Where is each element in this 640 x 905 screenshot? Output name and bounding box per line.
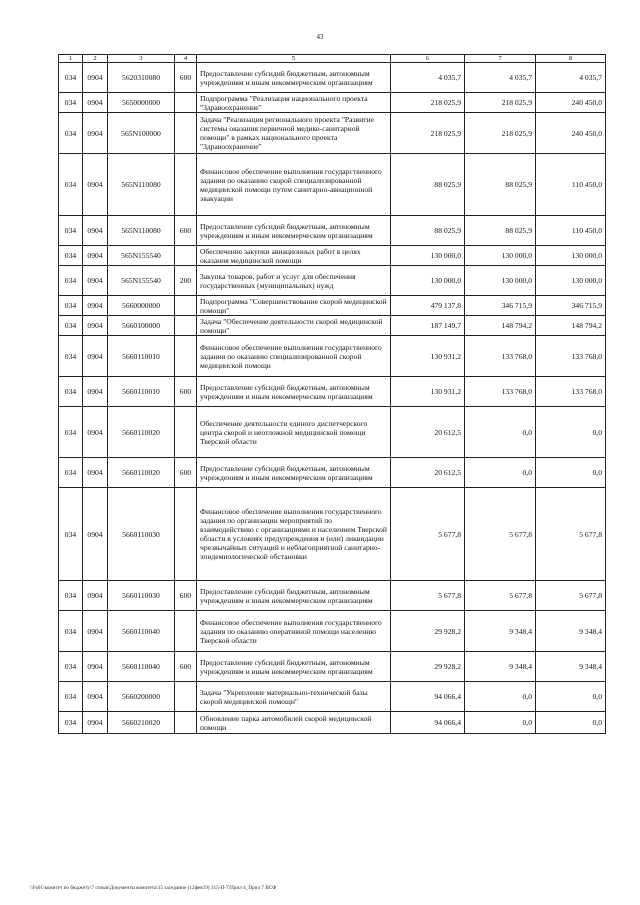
table-row	[59, 216, 606, 246]
table-row	[59, 113, 606, 154]
expense-type-cell	[175, 93, 197, 113]
expense-type-cell: 600	[175, 63, 197, 93]
section-code-cell: 0904	[83, 113, 108, 154]
amount-col6-cell: 130 000,0	[391, 266, 465, 296]
target-article-cell: 565N155540	[108, 266, 175, 296]
section-code-cell: 0904	[83, 712, 108, 734]
amount-col6-cell: 29 928,2	[391, 652, 465, 682]
expense-type-cell	[175, 246, 197, 266]
target-article-cell: 5660110020	[108, 407, 175, 458]
expense-type-cell	[175, 113, 197, 154]
expense-type-cell: 600	[175, 377, 197, 407]
amount-col6-cell: 130 931,2	[391, 377, 465, 407]
amount-col7-cell: 148 794,2	[465, 316, 536, 336]
amount-col7-cell: 9 348,4	[465, 652, 536, 682]
description-cell: Закупка товаров, работ и услуг для обеспечения государственных (муниципальных) нужд	[197, 266, 391, 296]
description-cell: Подпрограмма "Совершенствование скорой медицинской помощи"	[197, 296, 391, 316]
expense-type-cell	[175, 488, 197, 581]
amount-col7-cell: 130 000,0	[465, 266, 536, 296]
admin-code-cell: 034	[59, 682, 83, 712]
target-article-cell: 5660110030	[108, 581, 175, 611]
column-header-2: 2	[83, 55, 108, 63]
admin-code-cell: 034	[59, 712, 83, 734]
amount-col8-cell: 5 677,8	[536, 581, 606, 611]
amount-col8-cell: 5 677,8	[536, 488, 606, 581]
amount-col8-cell: 0,0	[536, 407, 606, 458]
description-cell: Предоставление субсидий бюджетным, автономным учреждениям и иным некоммерческим организациям	[197, 581, 391, 611]
amount-col8-cell: 110 450,0	[536, 216, 606, 246]
admin-code-cell: 034	[59, 652, 83, 682]
amount-col7-cell: 218 025,9	[465, 93, 536, 113]
table-row	[59, 712, 606, 734]
amount-col7-cell: 0,0	[465, 682, 536, 712]
table-row	[59, 246, 606, 266]
section-code-cell: 0904	[83, 407, 108, 458]
section-code-cell: 0904	[83, 458, 108, 488]
admin-code-cell: 034	[59, 93, 83, 113]
section-code-cell: 0904	[83, 336, 108, 377]
amount-col7-cell: 5 677,8	[465, 581, 536, 611]
amount-col7-cell: 88 025,9	[465, 154, 536, 216]
description-cell: Финансовое обеспечение выполнения государственного задания по оказанию скорой специализированной медицинской помощи путем санитарно-авиационной эвакуации	[197, 154, 391, 216]
target-article-cell: 5660110040	[108, 652, 175, 682]
amount-col6-cell: 187 149,7	[391, 316, 465, 336]
amount-col6-cell: 88 025,9	[391, 216, 465, 246]
section-code-cell: 0904	[83, 266, 108, 296]
amount-col6-cell: 479 137,8	[391, 296, 465, 316]
description-cell: Обеспечение закупки авиационных работ в целях оказания медицинской помощи	[197, 246, 391, 266]
description-cell: Финансовое обеспечение выполнения государственного задания по оказанию оперативной помощи населению Тверской области	[197, 611, 391, 652]
target-article-cell: 565N155540	[108, 246, 175, 266]
description-cell: Финансовое обеспечение выполнения государственного задания по оказанию специализированной скорой медицинской помощи	[197, 336, 391, 377]
amount-col8-cell: 0,0	[536, 712, 606, 734]
description-cell: Предоставление субсидий бюджетным, автономным учреждениям и иным некоммерческим организациям	[197, 652, 391, 682]
target-article-cell: 565N110080	[108, 154, 175, 216]
expense-type-cell: 600	[175, 216, 197, 246]
column-header-6: 6	[391, 55, 465, 63]
amount-col8-cell: 240 450,0	[536, 93, 606, 113]
section-code-cell: 0904	[83, 488, 108, 581]
amount-col8-cell: 4 035,7	[536, 63, 606, 93]
amount-col8-cell: 133 768,0	[536, 336, 606, 377]
amount-col7-cell: 5 677,8	[465, 488, 536, 581]
amount-col7-cell: 88 025,9	[465, 216, 536, 246]
table-row	[59, 488, 606, 581]
amount-col8-cell: 0,0	[536, 682, 606, 712]
section-code-cell: 0904	[83, 296, 108, 316]
target-article-cell: 5660100000	[108, 316, 175, 336]
section-code-cell: 0904	[83, 63, 108, 93]
table-row	[59, 458, 606, 488]
admin-code-cell: 034	[59, 113, 83, 154]
expense-type-cell	[175, 611, 197, 652]
table-row	[59, 154, 606, 216]
amount-col8-cell: 346 715,9	[536, 296, 606, 316]
admin-code-cell: 034	[59, 377, 83, 407]
table-row	[59, 63, 606, 93]
admin-code-cell: 034	[59, 488, 83, 581]
admin-code-cell: 034	[59, 336, 83, 377]
amount-col7-cell: 0,0	[465, 712, 536, 734]
admin-code-cell: 034	[59, 611, 83, 652]
budget-table	[58, 54, 606, 734]
column-header-7: 7	[465, 55, 536, 63]
expense-type-cell	[175, 336, 197, 377]
description-cell: Подпрограмма "Реализация национального проекта "Здравоохранение"	[197, 93, 391, 113]
amount-col8-cell: 0,0	[536, 458, 606, 488]
admin-code-cell: 034	[59, 316, 83, 336]
expense-type-cell	[175, 316, 197, 336]
header-row	[59, 55, 606, 63]
amount-col7-cell: 133 768,0	[465, 336, 536, 377]
table-row	[59, 682, 606, 712]
amount-col6-cell: 29 928,2	[391, 611, 465, 652]
column-header-1: 1	[59, 55, 83, 63]
description-cell: Задача "Реализация регионального проекта "Развитие системы оказания первичной медико-санитарной помощи" в рамках национального проекта "Здравоохранение"	[197, 113, 391, 154]
admin-code-cell: 034	[59, 216, 83, 246]
amount-col6-cell: 5 677,8	[391, 581, 465, 611]
description-cell: Предоставление субсидий бюджетным, автономным учреждениям и иным некоммерческим организациям	[197, 377, 391, 407]
page-number: 43	[316, 33, 324, 41]
amount-col6-cell: 88 025,9	[391, 154, 465, 216]
amount-col6-cell: 20 612,5	[391, 407, 465, 458]
target-article-cell: 5660210020	[108, 712, 175, 734]
target-article-cell: 5660110010	[108, 336, 175, 377]
table-row	[59, 336, 606, 377]
section-code-cell: 0904	[83, 652, 108, 682]
footer-path: \\Fs01\комитет по бюджету\7 созыв\Документы комитета\15 заседание (12фев19) 315-П-7\Прил 4_Прил 7 ВСФ	[30, 886, 277, 891]
amount-col8-cell: 130 000,0	[536, 266, 606, 296]
amount-col8-cell: 9 348,4	[536, 611, 606, 652]
amount-col8-cell: 133 768,0	[536, 377, 606, 407]
admin-code-cell: 034	[59, 407, 83, 458]
amount-col6-cell: 130 000,0	[391, 246, 465, 266]
section-code-cell: 0904	[83, 377, 108, 407]
amount-col6-cell: 94 066,4	[391, 712, 465, 734]
amount-col6-cell: 5 677,8	[391, 488, 465, 581]
admin-code-cell: 034	[59, 458, 83, 488]
amount-col6-cell: 4 035,7	[391, 63, 465, 93]
table-row	[59, 611, 606, 652]
amount-col7-cell: 9 348,4	[465, 611, 536, 652]
admin-code-cell: 034	[59, 296, 83, 316]
amount-col7-cell: 133 768,0	[465, 377, 536, 407]
expense-type-cell: 200	[175, 266, 197, 296]
table-row	[59, 316, 606, 336]
table-row	[59, 407, 606, 458]
table-row	[59, 93, 606, 113]
column-header-3: 3	[108, 55, 175, 63]
target-article-cell: 5660110010	[108, 377, 175, 407]
description-cell: Предоставление субсидий бюджетным, автономным учреждениям и иным некоммерческим организациям	[197, 63, 391, 93]
expense-type-cell	[175, 682, 197, 712]
section-code-cell: 0904	[83, 154, 108, 216]
description-cell: Задача "Укрепление материально-технической базы скорой медицинской помощи"	[197, 682, 391, 712]
admin-code-cell: 034	[59, 154, 83, 216]
description-cell: Финансовое обеспечение выполнения государственного задания по организации мероприятий по взаимодействию с организациями и населением Тверской области в условиях предупреждения и (или) ликвидации чрезвычайных ситуаций и неблагоприятной санитарно-эпидемиологической обстановки	[197, 488, 391, 581]
target-article-cell: 565N110080	[108, 216, 175, 246]
target-article-cell: 5660110020	[108, 458, 175, 488]
amount-col6-cell: 94 066,4	[391, 682, 465, 712]
target-article-cell: 5660200000	[108, 682, 175, 712]
target-article-cell: 5660110030	[108, 488, 175, 581]
expense-type-cell: 600	[175, 458, 197, 488]
expense-type-cell	[175, 154, 197, 216]
table-row	[59, 377, 606, 407]
column-header-5: 5	[197, 55, 391, 63]
section-code-cell: 0904	[83, 316, 108, 336]
description-cell: Предоставление субсидий бюджетным, автономным учреждениям и иным некоммерческим организациям	[197, 216, 391, 246]
section-code-cell: 0904	[83, 611, 108, 652]
section-code-cell: 0904	[83, 246, 108, 266]
amount-col6-cell: 20 612,5	[391, 458, 465, 488]
amount-col7-cell: 0,0	[465, 458, 536, 488]
section-code-cell: 0904	[83, 216, 108, 246]
amount-col7-cell: 218 025,9	[465, 113, 536, 154]
target-article-cell: 5650000000	[108, 93, 175, 113]
admin-code-cell: 034	[59, 581, 83, 611]
column-header-8: 8	[536, 55, 606, 63]
amount-col8-cell: 148 794,2	[536, 316, 606, 336]
amount-col8-cell: 9 348,4	[536, 652, 606, 682]
expense-type-cell: 600	[175, 581, 197, 611]
amount-col7-cell: 130 000,0	[465, 246, 536, 266]
description-cell: Задача "Обеспечение деятельности скорой медицинской помощи"	[197, 316, 391, 336]
target-article-cell: 565N100000	[108, 113, 175, 154]
expense-type-cell	[175, 712, 197, 734]
amount-col6-cell: 218 025,9	[391, 113, 465, 154]
amount-col7-cell: 346 715,9	[465, 296, 536, 316]
description-cell: Предоставление субсидий бюджетным, автономным учреждениям и иным некоммерческим организациям	[197, 458, 391, 488]
table-row	[59, 581, 606, 611]
table-row	[59, 266, 606, 296]
section-code-cell: 0904	[83, 682, 108, 712]
description-cell: Обновление парка автомобилей скорой медицинской помощи	[197, 712, 391, 734]
amount-col7-cell: 4 035,7	[465, 63, 536, 93]
description-cell: Обеспечение деятельности единого диспетчерского центра скорой и неотложной медицинской помощи Тверской области	[197, 407, 391, 458]
amount-col6-cell: 130 931,2	[391, 336, 465, 377]
table-body	[59, 63, 606, 734]
column-header-4: 4	[175, 55, 197, 63]
section-code-cell: 0904	[83, 93, 108, 113]
admin-code-cell: 034	[59, 266, 83, 296]
amount-col8-cell: 110 450,0	[536, 154, 606, 216]
admin-code-cell: 034	[59, 246, 83, 266]
expense-type-cell: 600	[175, 652, 197, 682]
amount-col6-cell: 218 025,9	[391, 93, 465, 113]
table-row	[59, 296, 606, 316]
target-article-cell: 5660110040	[108, 611, 175, 652]
admin-code-cell: 034	[59, 63, 83, 93]
section-code-cell: 0904	[83, 581, 108, 611]
amount-col8-cell: 130 000,0	[536, 246, 606, 266]
target-article-cell: 5620310080	[108, 63, 175, 93]
amount-col7-cell: 0,0	[465, 407, 536, 458]
table-row	[59, 652, 606, 682]
expense-type-cell	[175, 296, 197, 316]
amount-col8-cell: 240 450,0	[536, 113, 606, 154]
target-article-cell: 5660000000	[108, 296, 175, 316]
expense-type-cell	[175, 407, 197, 458]
